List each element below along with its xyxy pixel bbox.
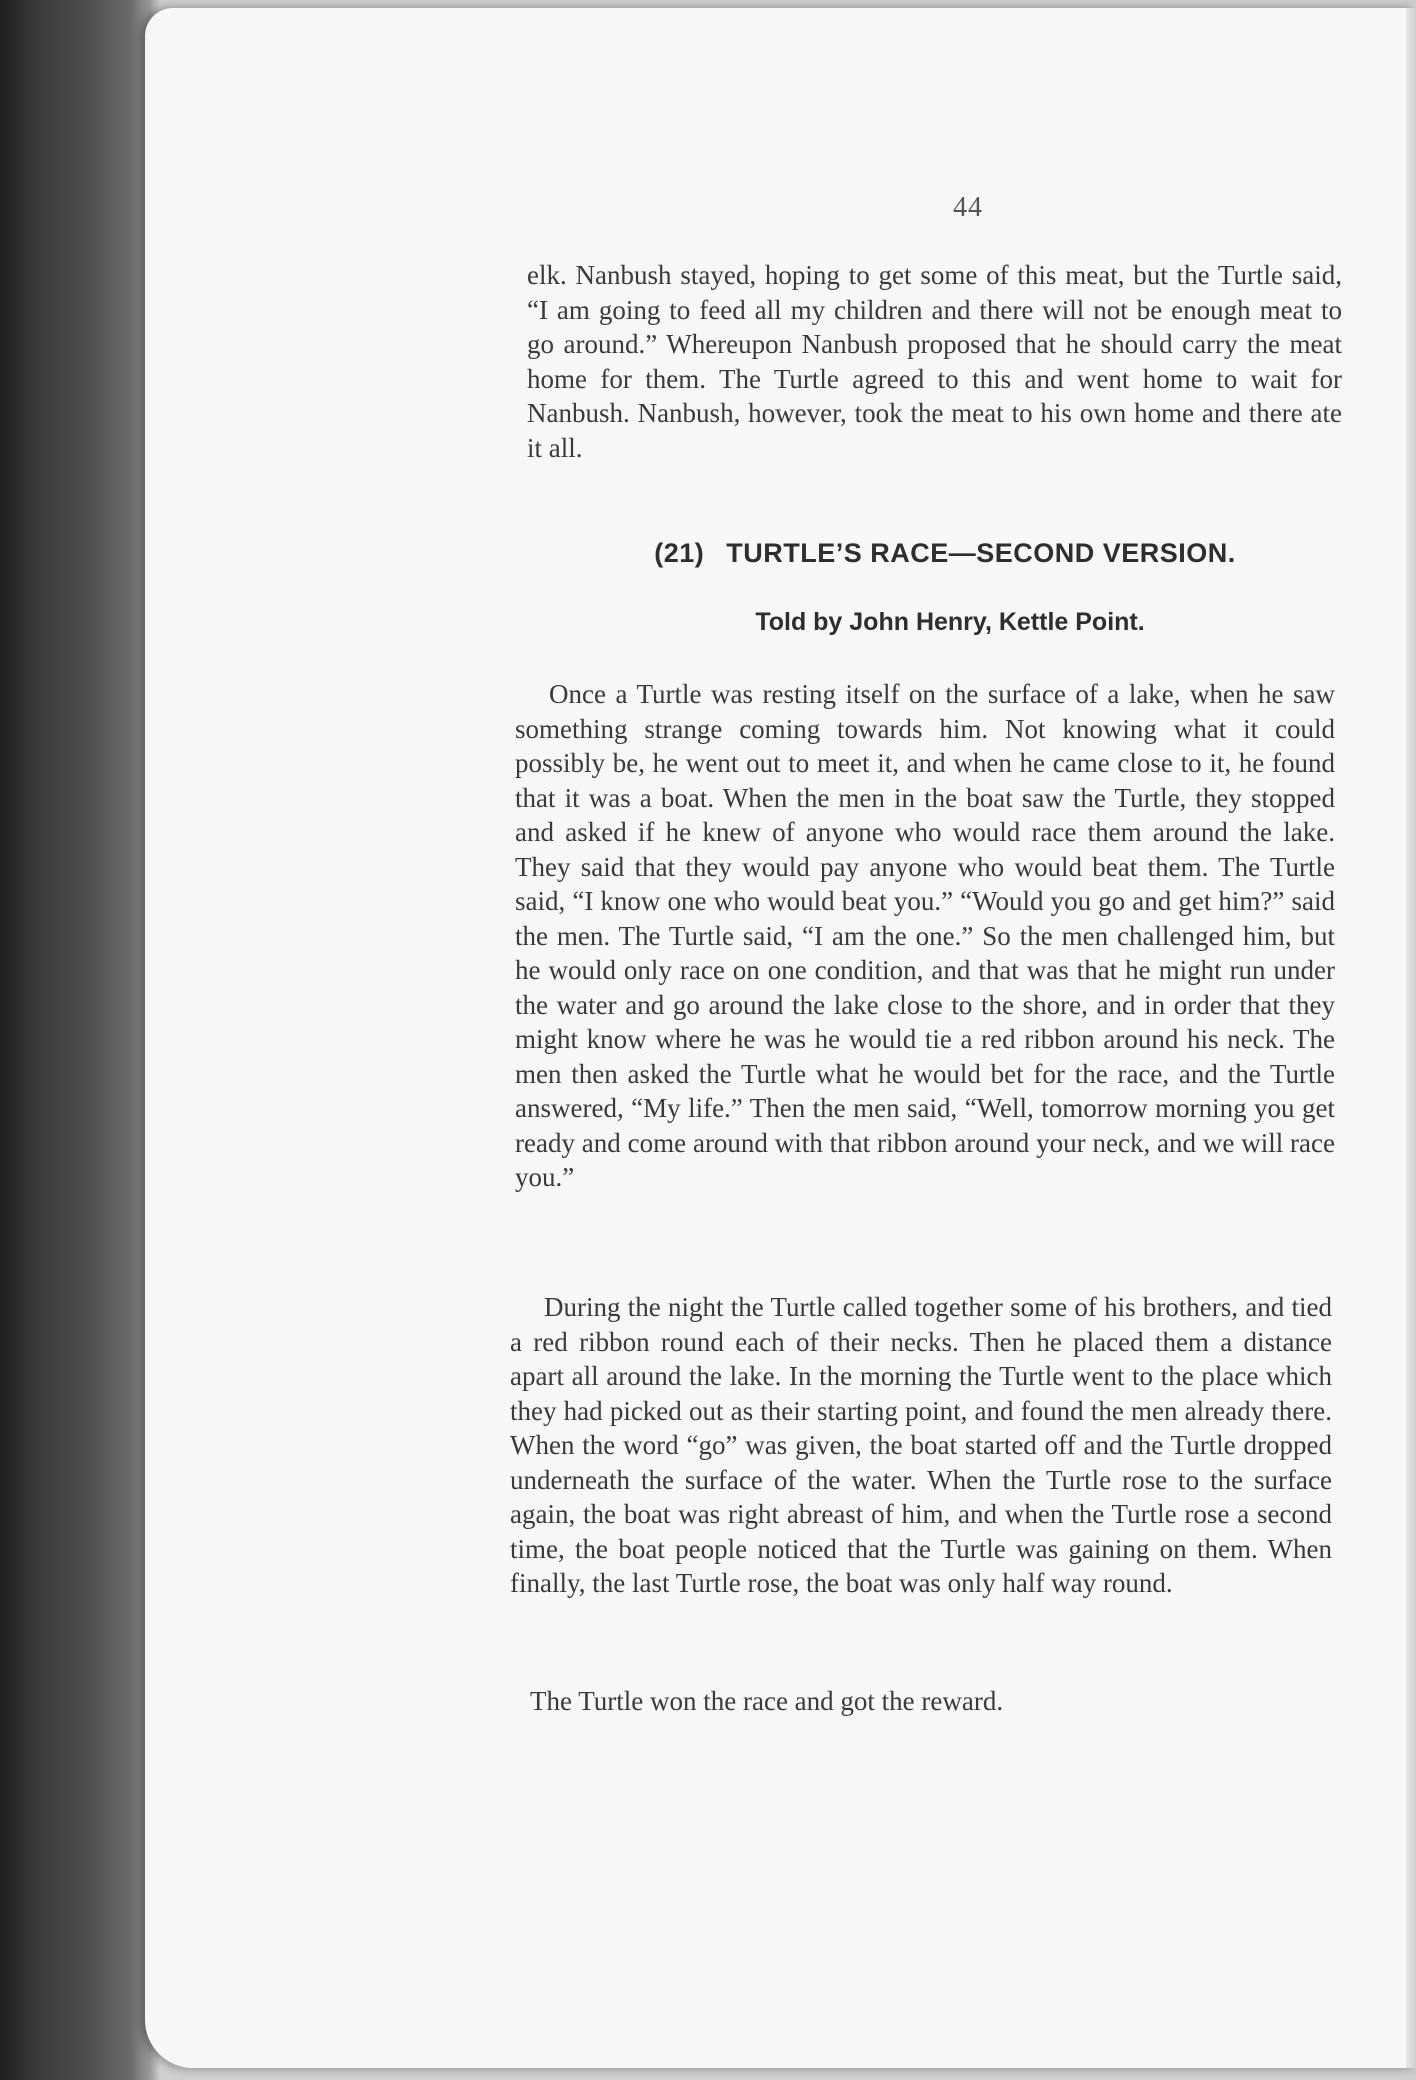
section-subtitle: Told by John Henry, Kettle Point.: [755, 608, 1145, 636]
page-edge: [1406, 8, 1416, 2068]
body-paragraph-2: During the night the Turtle called together some of his brothers, and tied a red ribbon round each of their necks. Then he placed them a distance apart all around the lake. In the morning the Turtle went to the place which they had picked out as their starting point, and found the men already there. When the word “go” was given, the boat started off and the Turtle dropped underneath the surface of the water. When the Turtle rose to the surface again, the boat was right abreast of him, and when the Turtle rose a second time, the boat people noticed that the Turtle was gaining on them. When finally, the last Turtle rose, the boat was only half way round.: [510, 1292, 1332, 1598]
page-number: 44: [953, 192, 983, 223]
section-heading: [520, 538, 1350, 569]
opening-paragraph: elk. Nanbush stayed, hoping to get some of this meat, but the Turtle said, “I am going to feed all my children and there will not be enough meat to go around.” Whereupon Nanbush proposed that he should carry the meat home for them. The Turtle agreed to this and went home to wait for Nanbush. Nanbush, however, took the meat to his own home and there ate it all.: [527, 260, 1342, 463]
section-title: TURTLE’S RACE—SECOND VERSION.: [726, 538, 1236, 568]
section-number: (21): [654, 538, 705, 568]
body-paragraph-1: Once a Turtle was resting itself on the surface of a lake, when he saw something strange coming towards him. Not knowing what it could possibly be, he went out to meet it, and when he came close to it, he found that it was a boat. When the men in the boat saw the Turtle, they stopped and asked if he knew of anyone who would race them around the lake. They said that they would pay anyone who would beat them. The Turtle said, “I know one who would beat you.” “Would you go and get him?” said the men. The Turtle said, “I am the one.” So the men challenged him, but he would only race on one condition, and that was that he might run under the water and go around the lake close to the shore, and in order that they might know where he was he would tie a red ribbon around his neck. The men then asked the Turtle what he would bet for the race, and the Turtle answered, “My life.” Then the men said, “Well, tomorrow morning you get ready and come around with that ribbon around your neck, and we will race you.”: [515, 679, 1335, 1192]
body-paragraph-3: The Turtle won the race and got the reward.: [530, 1686, 1004, 1716]
